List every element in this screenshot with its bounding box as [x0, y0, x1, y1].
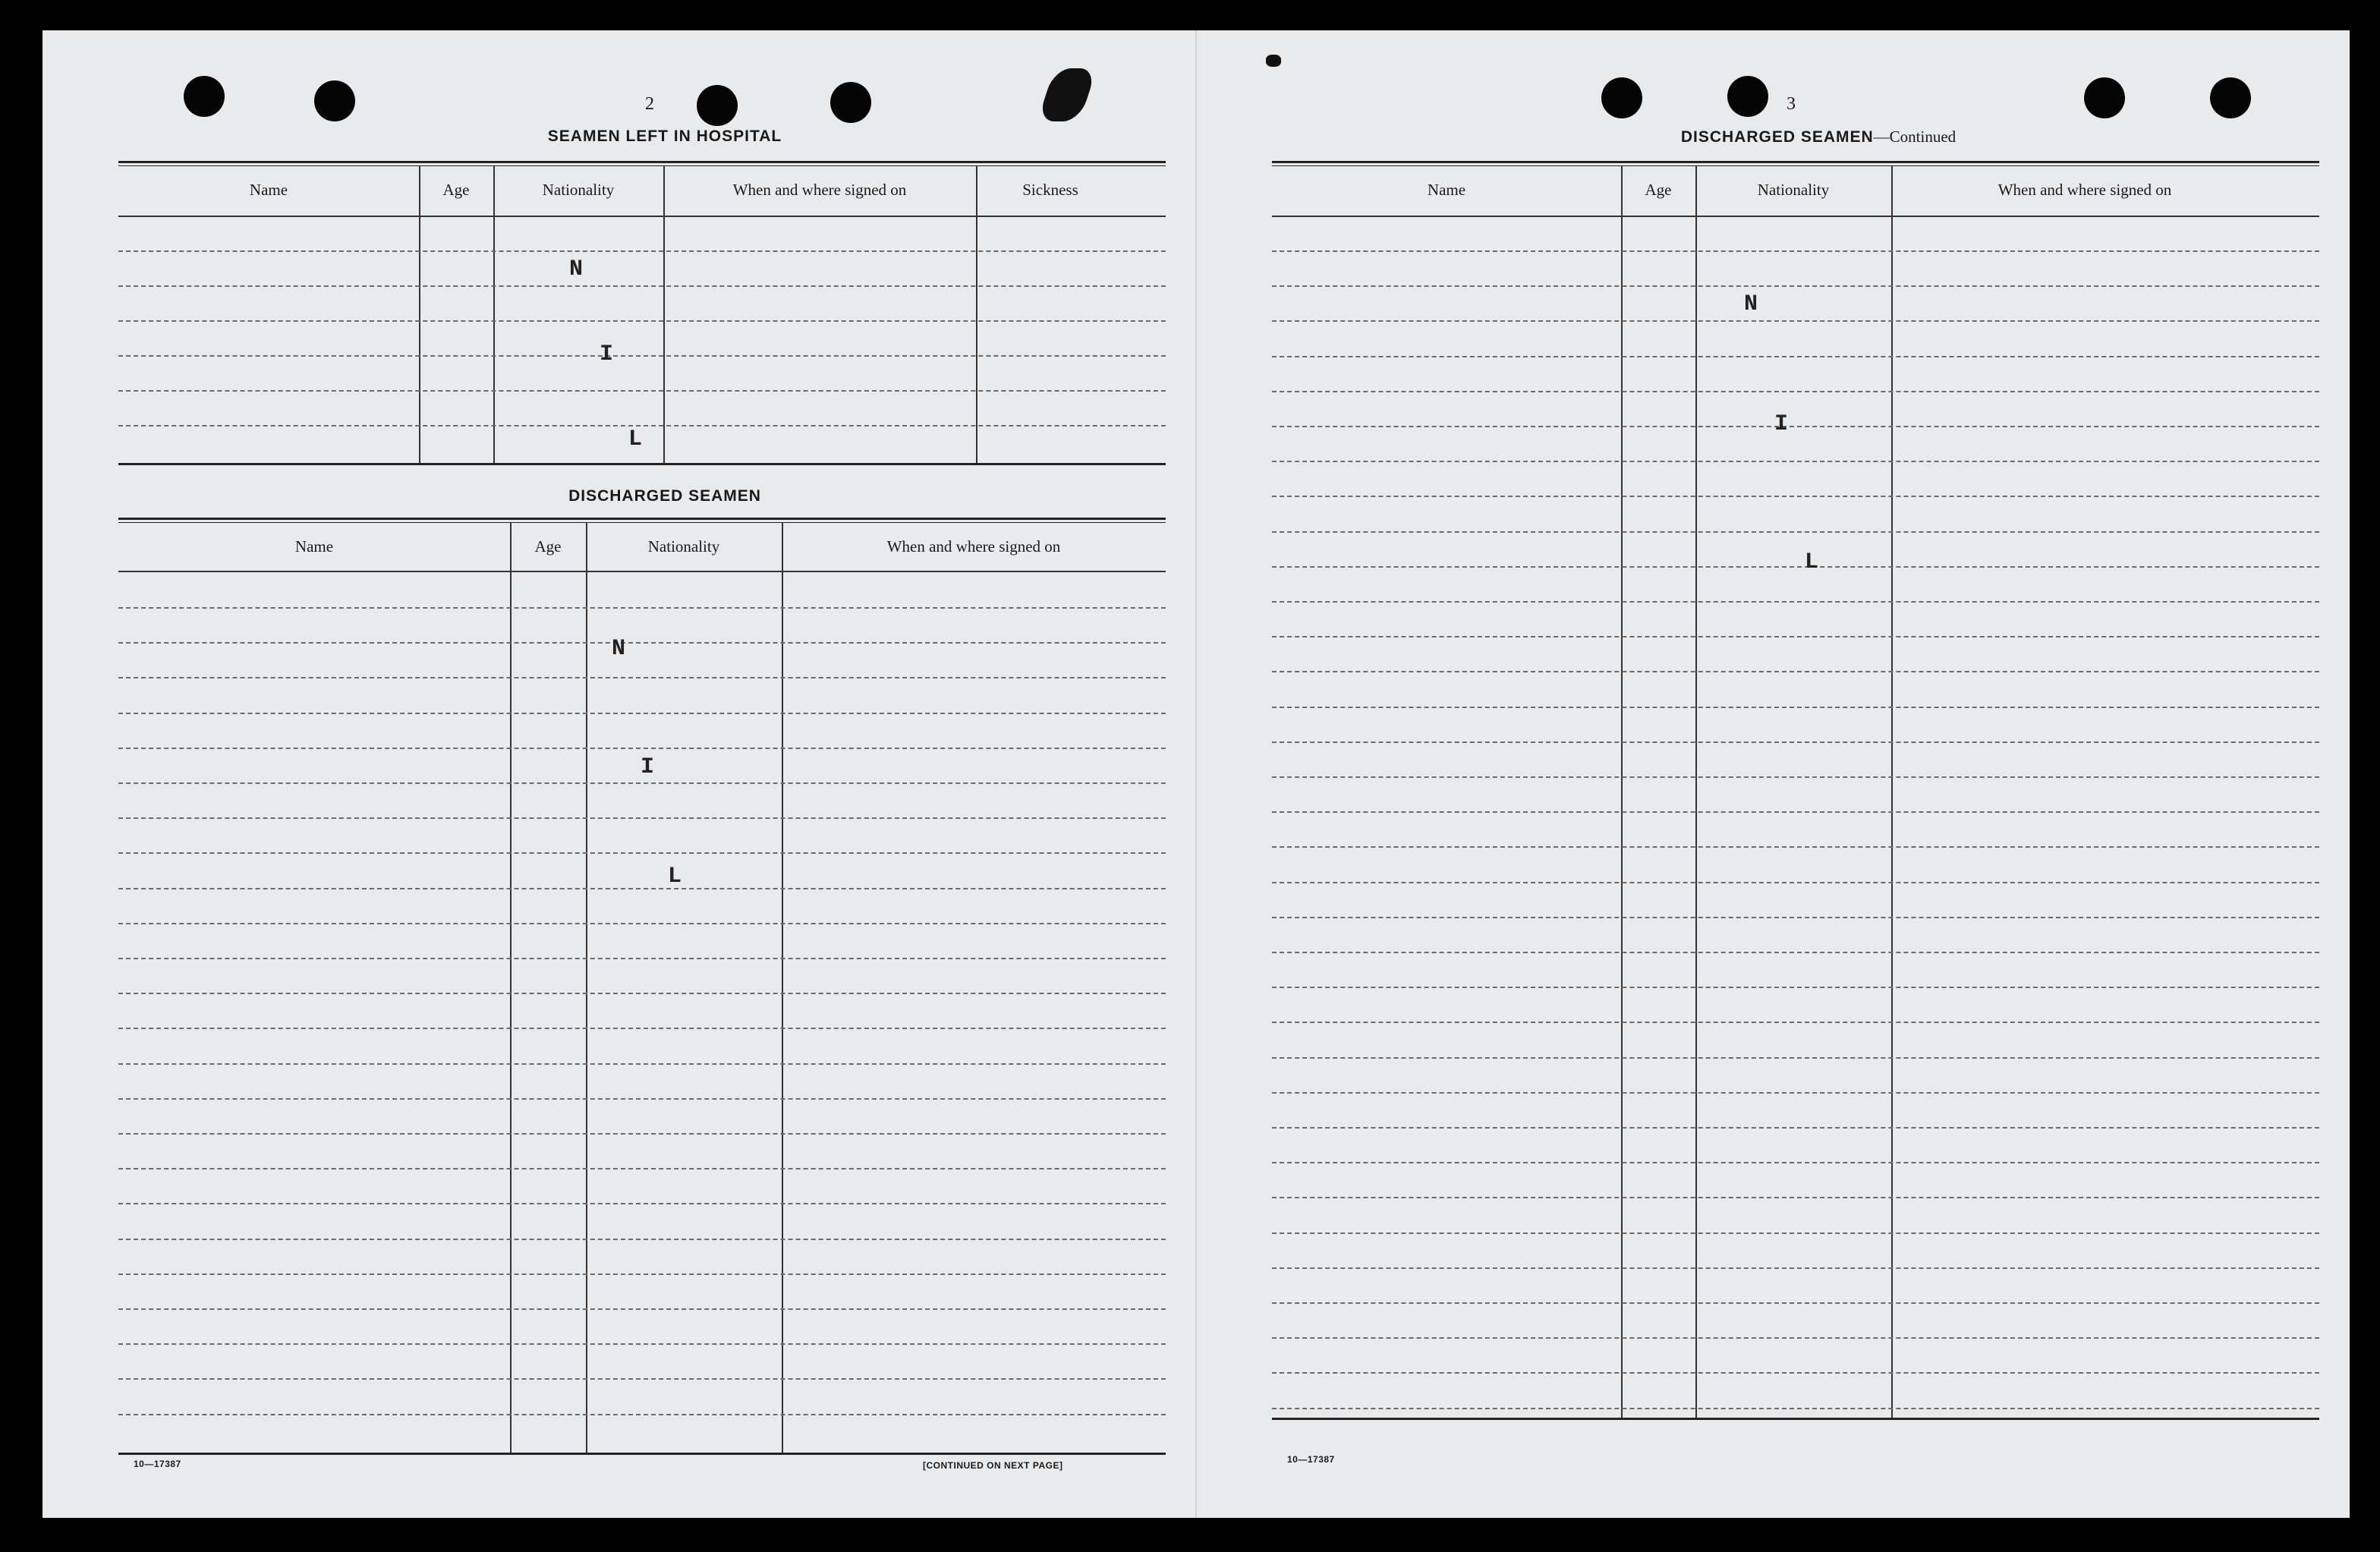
table-row: [1272, 636, 2319, 637]
table-row: [1272, 707, 2319, 708]
form-number: 10—17387: [1287, 1454, 1335, 1465]
col-header-sickness: Sickness: [1022, 180, 1078, 199]
table-row: [1272, 1408, 2319, 1409]
table-row: [1272, 566, 2319, 568]
hospital-table: [118, 161, 1166, 472]
punch-hole: [314, 80, 355, 121]
table-row: [118, 642, 1166, 644]
ink-smudge: [1266, 55, 1281, 67]
typed-letter: N: [569, 257, 584, 282]
table-row: [1272, 811, 2319, 813]
table-row: [118, 1028, 1166, 1029]
punch-hole: [2084, 77, 2125, 118]
typed-letter: I: [1774, 411, 1789, 437]
table-row: [118, 1063, 1166, 1065]
discharged-table: [118, 518, 1166, 1459]
table-row: [1272, 1337, 2319, 1339]
title-suffix: —Continued: [1873, 127, 1957, 146]
table-row: [118, 320, 1166, 322]
table-row: [1272, 285, 2319, 287]
table-row: [118, 1308, 1166, 1310]
table-row: [118, 1378, 1166, 1380]
table-row: [118, 713, 1166, 714]
table-row: [1272, 987, 2319, 988]
table-row: [118, 852, 1166, 854]
hospital-section-title: SEAMEN LEFT IN HOSPITAL: [547, 127, 782, 145]
discharged-continued-title: [1576, 127, 2061, 146]
punch-hole: [1727, 76, 1768, 117]
table-row: [1272, 1057, 2319, 1059]
col-header-signed-on: When and where signed on: [886, 537, 1061, 556]
col-header-name: Name: [294, 537, 334, 556]
col-header-name: Name: [249, 180, 288, 199]
right-page: [1196, 30, 2350, 1518]
typed-letter: L: [628, 427, 643, 452]
table-row: [118, 1098, 1166, 1100]
table-row: [118, 1343, 1166, 1345]
table-row: [118, 748, 1166, 749]
col-header-age: Age: [534, 537, 562, 556]
table-row: [118, 1273, 1166, 1275]
table-row: [1272, 531, 2319, 533]
table-row: [1272, 671, 2319, 672]
table-row: [1272, 391, 2319, 392]
table-row: [118, 1414, 1166, 1415]
table-row: [118, 390, 1166, 392]
typed-letter: I: [600, 342, 614, 367]
col-header-name: Name: [1427, 180, 1466, 199]
col-header-age: Age: [442, 180, 470, 199]
table-row: [1272, 601, 2319, 603]
table-row: [118, 958, 1166, 959]
col-header-nationality: Nationality: [647, 537, 720, 556]
page-number: 2: [645, 94, 654, 114]
punch-hole: [2210, 77, 2251, 118]
table-row: [118, 1203, 1166, 1204]
table-row: [1272, 1092, 2319, 1094]
typed-letter: L: [1805, 549, 1819, 575]
table-row: [1272, 426, 2319, 427]
table-row: [118, 285, 1166, 287]
left-page: [42, 30, 1196, 1518]
table-row: [1272, 320, 2319, 322]
table-row: [1272, 461, 2319, 462]
table-row: [118, 888, 1166, 889]
col-header-signed-on: When and where signed on: [732, 180, 907, 199]
table-row: [118, 782, 1166, 784]
table-row: [1272, 882, 2319, 883]
table-row: [1272, 741, 2319, 743]
table-row: [118, 250, 1166, 252]
typed-letter: N: [612, 636, 626, 662]
punch-hole: [1601, 77, 1642, 118]
table-row: [118, 607, 1166, 609]
page-number: 3: [1787, 94, 1796, 114]
table-row: [118, 1168, 1166, 1170]
discharged-continued-table: [1272, 161, 2319, 1451]
typed-letter: L: [668, 864, 682, 889]
col-header-nationality: Nationality: [542, 180, 615, 199]
table-row: [1272, 496, 2319, 497]
table-row: [1272, 952, 2319, 953]
table-row: [118, 817, 1166, 819]
punch-hole: [697, 85, 738, 126]
section-title: DISCHARGED SEAMEN: [1680, 128, 1874, 146]
table-row: [1272, 846, 2319, 848]
form-number: 10—17387: [134, 1459, 181, 1469]
table-row: [118, 677, 1166, 678]
col-header-signed-on: When and where signed on: [1998, 180, 2172, 199]
table-row: [1272, 1267, 2319, 1269]
table-row: [1272, 1162, 2319, 1163]
punch-hole: [830, 82, 871, 123]
table-row: [1272, 250, 2319, 252]
punch-hole: [184, 76, 225, 117]
table-row: [1272, 917, 2319, 918]
typed-letter: I: [641, 754, 655, 780]
col-header-age: Age: [1645, 180, 1672, 199]
document-sheet: [42, 30, 2350, 1518]
table-row: [118, 355, 1166, 357]
table-row: [118, 923, 1166, 924]
table-row: [1272, 776, 2319, 778]
table-row: [1272, 1372, 2319, 1374]
continued-note: [CONTINUED ON NEXT PAGE]: [923, 1460, 1063, 1471]
table-row: [118, 993, 1166, 994]
table-row: [118, 1239, 1166, 1240]
table-row: [1272, 356, 2319, 357]
ink-smudge: [1037, 68, 1097, 121]
table-row: [1272, 1197, 2319, 1198]
page-fold: [1195, 30, 1197, 1518]
discharged-section-title: DISCHARGED SEAMEN: [568, 487, 761, 505]
table-row: [1272, 1022, 2319, 1023]
table-row: [118, 1133, 1166, 1135]
typed-letter: N: [1744, 291, 1758, 317]
table-row: [1272, 1302, 2319, 1304]
table-row: [1272, 1127, 2319, 1129]
table-row: [1272, 1232, 2319, 1234]
col-header-nationality: Nationality: [1757, 180, 1830, 199]
